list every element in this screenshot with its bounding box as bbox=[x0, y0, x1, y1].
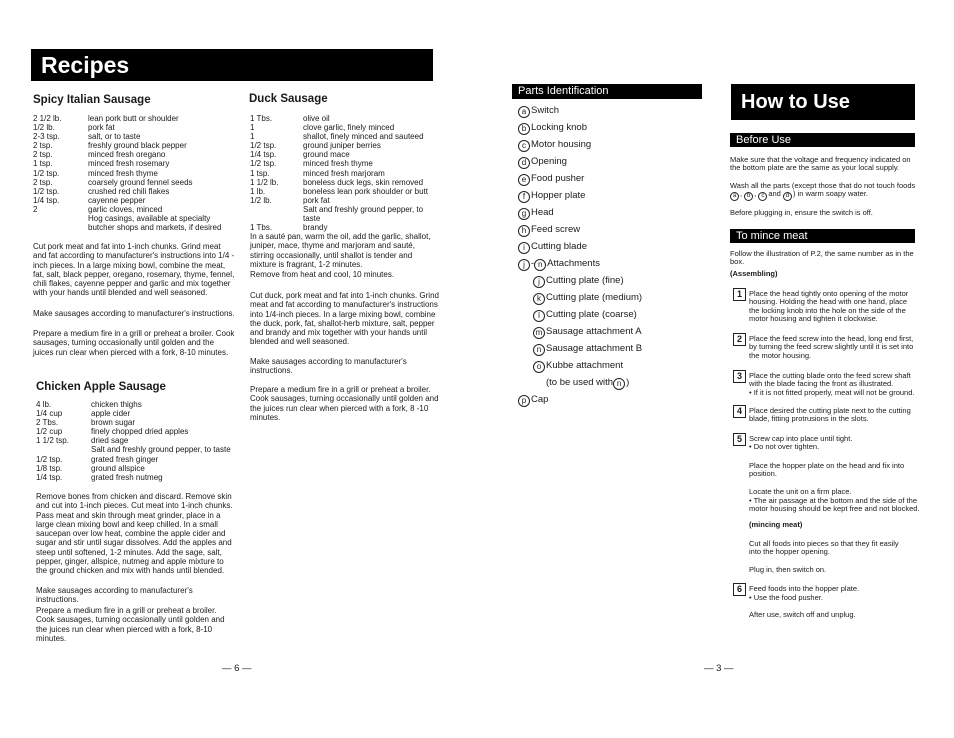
parts-list bbox=[518, 102, 718, 408]
ingredient-row bbox=[33, 123, 233, 132]
part-marker-m: m bbox=[533, 327, 545, 339]
ingredient-row bbox=[250, 141, 440, 150]
ingredient-description: grated fresh nutmeg bbox=[91, 472, 163, 482]
ingredient-row bbox=[33, 196, 233, 205]
spicy-step-2: Make sausages according to manufacturer's instructions. bbox=[33, 309, 235, 318]
after-use-text: After use, switch off and unplug. bbox=[749, 610, 856, 619]
part-item bbox=[518, 272, 718, 289]
ingredient-quantity: 4 lb. bbox=[36, 400, 52, 409]
ingredient-quantity bbox=[33, 223, 88, 232]
step-6-note: • Use the food pusher. bbox=[749, 593, 823, 602]
part-marker-j: j bbox=[533, 276, 545, 288]
ingredient-row bbox=[36, 445, 236, 454]
ingredient-row bbox=[33, 141, 233, 150]
before-use-text-2b: in warm soapy water. bbox=[797, 189, 868, 199]
ingredient-description: brown sugar bbox=[91, 418, 136, 428]
part-label: Sausage attachment A bbox=[546, 326, 642, 337]
plug-in-text: Plug in, then switch on. bbox=[749, 565, 827, 574]
step-1-number: 1 bbox=[733, 288, 746, 301]
part-item bbox=[518, 357, 718, 374]
ingredient-description: coarsely ground fennel seeds bbox=[88, 177, 193, 187]
part-label: Cap bbox=[531, 394, 549, 405]
ingredient-description: lean pork butt or shoulder bbox=[88, 114, 179, 123]
ingredient-description: ground mace bbox=[303, 150, 350, 160]
part-marker-n: n bbox=[613, 378, 625, 390]
before-use-heading: Before Use bbox=[730, 133, 915, 147]
part-marker-p: p bbox=[518, 395, 530, 407]
firm-place-text: Locate the unit on a firm place. bbox=[749, 487, 852, 496]
part-item bbox=[518, 170, 718, 187]
part-marker-b: b bbox=[518, 123, 530, 135]
before-use-text-2a: Wash all the parts (except those that do not touch foods bbox=[730, 181, 916, 190]
ingredient-quantity: 2-3 tsp. bbox=[33, 132, 60, 142]
ingredient-row bbox=[36, 436, 236, 445]
ingredient-row bbox=[33, 169, 233, 178]
step-3-text: Place the cutting blade onto the feed screw shaft with the blade facing the front as illustrated. • If it is not fitted properly, meat will not be ground. bbox=[749, 372, 917, 397]
duck-step-4: Prepare a medium fire in a grill or preheat a broiler. Cook sausages, turning occasionally until golden and the juices run clear when pierced with a fork, 8 -10 minutes. bbox=[250, 385, 439, 422]
ingredient-row bbox=[250, 150, 440, 159]
ingredient-quantity: 1/4 tsp. bbox=[250, 150, 277, 160]
ingredient-description: chicken thighs bbox=[91, 400, 142, 409]
part-item bbox=[518, 119, 718, 136]
ingredient-quantity bbox=[250, 205, 303, 223]
ingredient-row bbox=[250, 114, 440, 123]
ingredient-row bbox=[33, 223, 233, 232]
ingredient-quantity: 1/2 lb. bbox=[33, 123, 55, 133]
before-use-text-2: Wash all the parts (except those that do not touch foods a , b , c and d ) in warm soapy water. bbox=[730, 181, 916, 200]
ingredient-row bbox=[250, 187, 440, 196]
step-6-number: 6 bbox=[733, 583, 746, 596]
part-label: Cutting plate (coarse) bbox=[546, 309, 637, 320]
part-item bbox=[518, 238, 718, 255]
ingredient-description: minced fresh rosemary bbox=[88, 159, 170, 169]
ingredient-row bbox=[36, 455, 236, 464]
ingredient-description: clove garlic, finely minced bbox=[303, 123, 395, 133]
part-item: j - n Attachments bbox=[518, 255, 718, 272]
part-label: Cutting blade bbox=[531, 241, 587, 252]
part-item bbox=[518, 136, 718, 153]
to-mince-meat-heading: To mince meat bbox=[730, 229, 915, 243]
part-label: Switch bbox=[531, 105, 559, 116]
ingredient-row bbox=[250, 178, 440, 187]
ingredient-description: Salt and freshly ground pepper, to taste bbox=[303, 204, 424, 224]
ingredient-quantity: 1 bbox=[250, 123, 255, 133]
chicken-step-1: Remove bones from chicken and discard. Remove skin and cut into 1-inch pieces. Cut meat into 1-inch chunks. Pass meat and skin through meat grinder, place in a large clean mixing bowl and keep chilled. In a small saucepan over low heat, combine the apple cider and sugar and stir until sugar dissolves. Add the apples and steep until softened, 1-2 minutes. Add the sage, salt, pepper, ginger, allspice, nutmeg and apple mixture to the ground chicken and mix with hands until blended. bbox=[36, 492, 233, 576]
ingredient-description: minced fresh thyme bbox=[88, 168, 158, 178]
step-5-text: Screw cap into place until tight. • Do not over tighten. bbox=[749, 435, 917, 452]
part-item bbox=[518, 340, 718, 357]
ingredient-description: butcher shops and markets, if desired bbox=[88, 223, 222, 233]
ingredient-description: boneless lean pork shoulder or butt bbox=[303, 186, 428, 196]
part-marker-o: o bbox=[533, 361, 545, 373]
ingredient-description: boneless duck legs, skin removed bbox=[303, 177, 424, 187]
ingredient-row bbox=[250, 169, 440, 178]
ingredient-quantity: 1 1/2 lb. bbox=[250, 177, 279, 187]
duck-ingredients bbox=[250, 114, 440, 232]
spicy-step-1: Cut pork meat and fat into 1-inch chunks. Grind meat and fat according to manufacturer's instructions into 1/4 -inch pieces. In a large mixing bowl, combine the meat, fat, salt, black pepper, oregano, rosemary, thyme, fennel, chili flakes, cayenne pepper and garlic and mix together with your hands until blended and well seasoned. bbox=[33, 242, 235, 298]
part-marker-a: a bbox=[518, 106, 530, 118]
duck-step-1b: Remove from heat and cool, 10 minutes. bbox=[250, 270, 395, 279]
step-5-number: 5 bbox=[733, 433, 746, 446]
ingredient-row bbox=[33, 132, 233, 141]
ingredient-quantity: 1/2 cup bbox=[36, 427, 63, 437]
part-item bbox=[518, 306, 718, 323]
ingredient-quantity: 1/4 tsp. bbox=[33, 195, 60, 205]
ingredient-description: Hog casings, available at specialty bbox=[88, 214, 211, 224]
step-5-note: • Do not over tighten. bbox=[749, 442, 820, 452]
ingredient-description: minced fresh oregano bbox=[88, 150, 166, 160]
ingredient-quantity: 2 1/2 lb. bbox=[33, 114, 62, 123]
part-marker-h: h bbox=[518, 225, 530, 237]
chicken-step-3: Prepare a medium fire in a grill or preheat a broiler. Cook sausages, turning occasionally until golden and the juices run clear when pierced with a fork, 8-10 minutes. bbox=[36, 606, 225, 643]
part-label: Food pusher bbox=[531, 173, 585, 184]
spicy-step-3: Prepare a medium fire in a grill or preheat a broiler. Cook sausages, turning occasionally until golden and the juices run clear when pierced with a fork, 8-10 minutes. bbox=[33, 329, 235, 357]
step-2-number: 2 bbox=[733, 333, 746, 346]
ingredient-description: freshly ground black pepper bbox=[88, 141, 187, 151]
ingredient-description: minced fresh marjoram bbox=[303, 168, 385, 178]
ingredient-description: grated fresh ginger bbox=[91, 454, 159, 464]
ingredient-quantity: 1/8 tsp. bbox=[36, 463, 63, 473]
part-label: Feed screw bbox=[531, 224, 581, 235]
spicy-sausage-title: Spicy Italian Sausage bbox=[33, 94, 151, 106]
ingredient-quantity: 1/4 tsp. bbox=[36, 472, 63, 482]
how-to-use-banner: How to Use bbox=[731, 84, 915, 120]
ingredient-row bbox=[250, 196, 440, 205]
ingredient-row bbox=[33, 214, 233, 223]
part-marker-i: i bbox=[518, 242, 530, 254]
ingredient-description: Salt and freshly ground pepper, to taste bbox=[91, 445, 231, 455]
ingredient-quantity: 1 1/2 tsp. bbox=[36, 436, 69, 446]
page-number-right: — 3 — bbox=[704, 663, 734, 674]
ingredient-quantity: 2 tsp. bbox=[33, 141, 53, 151]
ingredient-quantity: 1 tsp. bbox=[250, 168, 270, 178]
part-marker-n: n bbox=[533, 344, 545, 356]
step-2-text: Place the feed screw into the head, long end first, by turning the feed screw slightly until it is set into the motor housing. bbox=[749, 334, 914, 360]
ingredient-description: dried sage bbox=[91, 436, 129, 446]
mark-a: a bbox=[730, 192, 739, 201]
part-marker-n: n bbox=[534, 259, 546, 271]
step-4-number: 4 bbox=[733, 405, 746, 418]
assembling-label: (Assembling) bbox=[730, 269, 778, 278]
part-label: Kubbe attachment bbox=[546, 360, 624, 371]
ingredient-description: pork fat bbox=[88, 123, 115, 133]
step-1-text: Place the head tightly onto opening of the motor housing. Holding the head with one hand, place the locking knob into the hole on the side of the motor housing and tighten it clockwise. bbox=[749, 289, 909, 323]
ingredient-row bbox=[36, 464, 236, 473]
part-marker-j: j bbox=[518, 259, 530, 271]
ingredient-quantity: 1/2 tsp. bbox=[250, 141, 277, 151]
ingredient-row bbox=[33, 178, 233, 187]
step-3-note: • If it is not fitted properly, meat will not be ground. bbox=[749, 387, 915, 397]
page-number-left: — 6 — bbox=[222, 663, 252, 674]
ingredient-description: ground juniper berries bbox=[303, 141, 381, 151]
air-passage-note: • The air passage at the bottom and the side of the motor housing should be kept free and not blocked. bbox=[749, 496, 920, 514]
ingredient-quantity: 1/2 lb. bbox=[250, 195, 272, 205]
ingredient-row bbox=[36, 418, 236, 427]
part-marker-c: c bbox=[518, 140, 530, 152]
mince-intro: Follow the illustration of P.2, the same number as in the box. bbox=[730, 249, 914, 267]
part-item bbox=[518, 289, 718, 306]
ingredient-quantity: 2 bbox=[33, 204, 38, 214]
ingredient-row bbox=[250, 159, 440, 168]
ingredient-quantity: 1/2 tsp. bbox=[250, 159, 277, 169]
step-3-number: 3 bbox=[733, 370, 746, 383]
before-use-text-1: Make sure that the voltage and frequency indicated on the bottom plate are the same as your local supply. bbox=[730, 155, 911, 173]
ingredient-quantity: 1/2 tsp. bbox=[33, 168, 60, 178]
chicken-sausage-title: Chicken Apple Sausage bbox=[36, 381, 166, 393]
ingredient-row bbox=[36, 409, 236, 418]
part-marker-l: l bbox=[533, 310, 545, 322]
part-label: Locking knob bbox=[531, 122, 587, 133]
ingredient-row bbox=[33, 205, 233, 214]
part-label: Motor housing bbox=[531, 139, 592, 150]
ingredient-quantity: 1 bbox=[250, 132, 255, 142]
part-item bbox=[518, 391, 718, 408]
part-marker-d: d bbox=[518, 157, 530, 169]
part-item bbox=[518, 323, 718, 340]
ingredient-quantity: 2 tsp. bbox=[33, 177, 53, 187]
ingredient-row bbox=[33, 150, 233, 159]
ingredient-quantity: 1/2 tsp. bbox=[33, 186, 60, 196]
part-label: Opening bbox=[531, 156, 567, 167]
ingredient-row bbox=[250, 223, 440, 232]
part-marker-e: e bbox=[518, 174, 530, 186]
duck-sausage-title: Duck Sausage bbox=[249, 93, 328, 105]
ingredient-row bbox=[36, 473, 236, 482]
ingredient-quantity: 1 Tbs. bbox=[250, 114, 273, 123]
ingredient-quantity: 1/2 tsp. bbox=[36, 454, 63, 464]
step-4-text: Place desired the cutting plate next to the cutting blade, fitting protrusions in the slots. bbox=[749, 406, 911, 424]
chicken-step-2: Make sausages according to manufacturer's instructions. bbox=[36, 586, 193, 605]
part-item: (to be used with n ) bbox=[546, 377, 630, 388]
ingredient-row bbox=[250, 205, 440, 223]
part-item bbox=[518, 153, 718, 170]
ingredient-description: cayenne pepper bbox=[88, 195, 146, 205]
ingredient-quantity: 1 tsp. bbox=[33, 159, 53, 169]
part-marker-f: f bbox=[518, 191, 530, 203]
ingredient-quantity bbox=[36, 445, 91, 454]
ingredient-row bbox=[36, 400, 236, 409]
ingredient-quantity: 1 lb. bbox=[250, 186, 266, 196]
part-item bbox=[518, 102, 718, 119]
ingredient-description: crushed red chili flakes bbox=[88, 186, 170, 196]
ingredient-row bbox=[33, 187, 233, 196]
part-label: Hopper plate bbox=[531, 190, 586, 201]
part-label: Cutting plate (fine) bbox=[546, 275, 624, 286]
step-6-text: Feed foods into the hopper plate. bbox=[749, 584, 860, 593]
parts-identification-heading: Parts Identification bbox=[512, 84, 702, 99]
ingredient-quantity: 1/4 cup bbox=[36, 409, 63, 419]
ingredient-row bbox=[250, 132, 440, 141]
ingredient-description: finely chopped dried apples bbox=[91, 427, 189, 437]
part-label: Head bbox=[531, 207, 554, 218]
ingredient-row bbox=[250, 123, 440, 132]
duck-step-1: In a sauté pan, warm the oil, add the garlic, shallot, juniper, mace, thyme and marjoram and sauté, stirring occasionally, until shallot is tender and mixture is fragrant, 1-2 minutes. bbox=[250, 232, 431, 269]
mincing-meat-label: (mincing meat) bbox=[749, 520, 803, 529]
ingredient-description: salt, or to taste bbox=[88, 132, 141, 142]
chicken-ingredients bbox=[36, 400, 236, 482]
ingredient-quantity bbox=[33, 214, 88, 223]
ingredient-description: minced fresh thyme bbox=[303, 159, 373, 169]
mark-d: d bbox=[783, 192, 792, 201]
ingredient-row bbox=[33, 114, 233, 123]
ingredient-row bbox=[33, 159, 233, 168]
mark-c: c bbox=[758, 192, 767, 201]
part-label: Attachments bbox=[547, 258, 600, 269]
ingredient-description: shallot, finely minced and sauteed bbox=[303, 132, 424, 142]
ingredient-description: apple cider bbox=[91, 409, 131, 419]
ingredient-description: ground allspice bbox=[91, 463, 145, 473]
ingredient-quantity: 1 Tbs. bbox=[250, 223, 273, 233]
part-marker-g: g bbox=[518, 208, 530, 220]
duck-step-3: Make sausages according to manufacturer's instructions. bbox=[250, 357, 407, 376]
recipes-banner: Recipes bbox=[31, 49, 433, 81]
mark-b: b bbox=[744, 192, 753, 201]
duck-step-2: Cut duck, pork meat and fat into 1-inch chunks. Grind meat and fat according to manufacturer's instructions into 1/4-inch pieces. In a large mixing bowl, combine the duck, pork, fat, shallot-herb mixture, salt, pepper and brandy and mix together with your hands until blended and well seasoned. bbox=[250, 291, 439, 347]
ingredient-quantity: 2 Tbs. bbox=[36, 418, 59, 428]
ingredient-description: brandy bbox=[303, 223, 328, 233]
ingredient-quantity: 2 tsp. bbox=[33, 150, 53, 160]
ingredient-description: garlic cloves, minced bbox=[88, 204, 163, 214]
before-use-text-3: Before plugging in, ensure the switch is off. bbox=[730, 208, 873, 217]
part-item bbox=[518, 187, 718, 204]
part-label: (to be used with bbox=[546, 377, 614, 388]
part-item bbox=[518, 221, 718, 238]
hopper-plate-text: Place the hopper plate on the head and fix into position. bbox=[749, 461, 905, 479]
spicy-ingredients bbox=[33, 114, 233, 232]
ingredient-description: pork fat bbox=[303, 195, 330, 205]
cut-foods-text: Cut all foods into pieces so that they fit easily into the hopper opening. bbox=[749, 539, 899, 557]
ingredient-description: olive oil bbox=[303, 114, 330, 123]
part-label: Sausage attachment B bbox=[546, 343, 643, 354]
part-item bbox=[518, 204, 718, 221]
part-label: Cutting plate (medium) bbox=[546, 292, 643, 303]
ingredient-row bbox=[36, 427, 236, 436]
part-marker-k: k bbox=[533, 293, 545, 305]
